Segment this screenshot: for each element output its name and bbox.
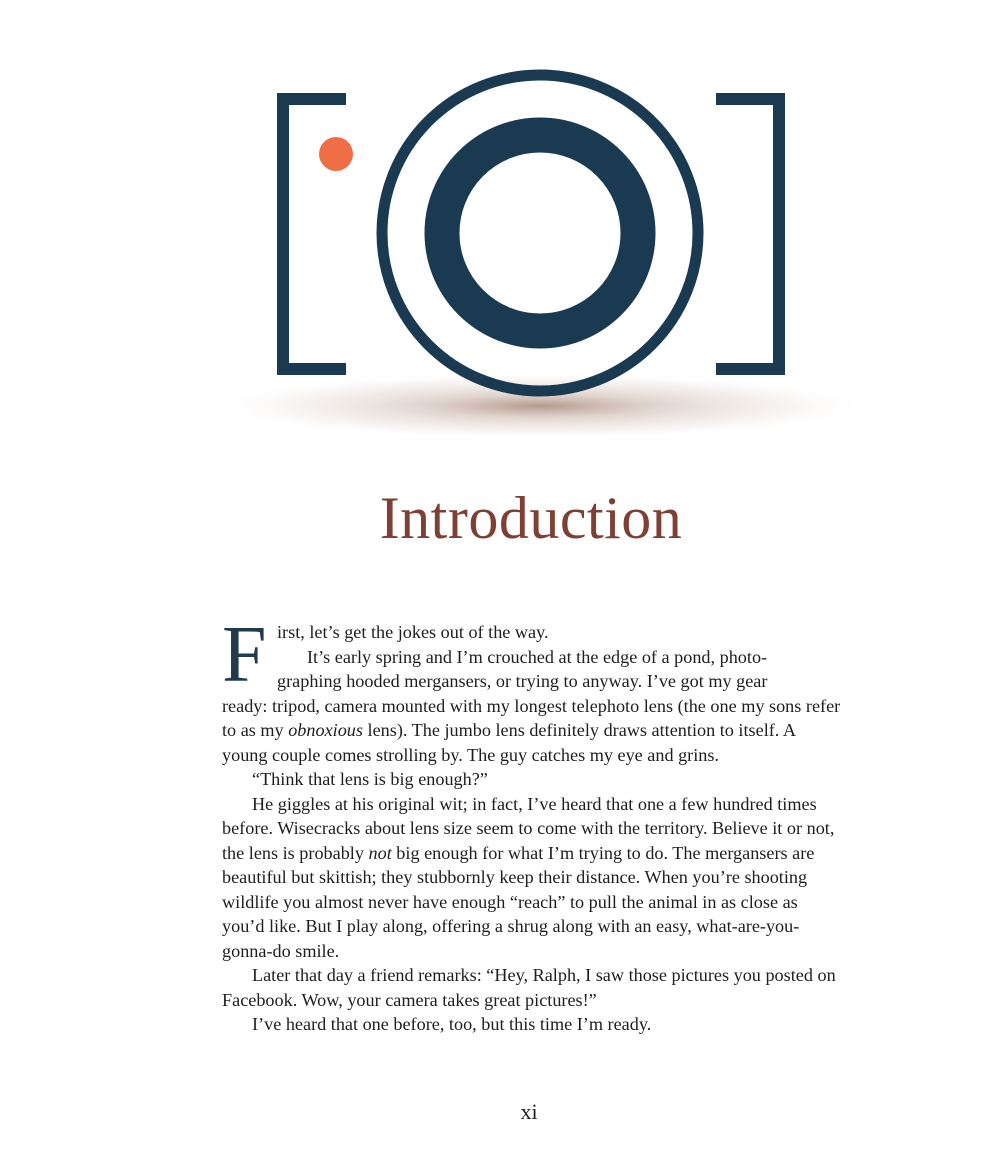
shadow-ellipse [210,372,870,440]
paragraph-3-text-b: big enough for what I’m trying to do. The mergansers are beautiful but skittish; they stubbornly keep their distance. When you’re shooting wildlife you almost never have enough “reach” to pull the animal in as close as you’d like. But I play along, offering a shrug along with an easy, what-are-you-gonna-do smile. [222,842,815,961]
dropcap-block [222,611,842,699]
paragraph-1-text-a: ready: tripod, camera mounted with my longest telephoto lens (the one my sons refer to as my [222,695,841,740]
paragraph-1-continued [222,694,842,768]
dropcap-line-1: irst, let’s get the jokes out of the way. [277,622,549,642]
paragraph-3-text-a: He giggles at his original wit; in fact, I’ve heard that one a few hundred times before. Wisecracks about lens size seem to come with the territory. Believe it or not, the lens is probably [222,793,835,863]
paragraph-2: “Think that lens is big enough?” [252,769,488,789]
paragraph-3 [222,792,842,964]
body-text [222,611,842,1037]
paragraph-1-text-b: lens). The jumbo lens definitely draws attention to itself. A young couple comes strolling by. The guy catches my eye and grins. [222,720,796,765]
right-bracket [716,99,779,369]
dropcap-line-2: It’s early spring and I’m crouched at the edge of a pond, photo- [307,646,768,667]
dropcap-letter: F [222,611,267,699]
inner-lens-ring [442,135,638,331]
paragraph-5: I’ve heard that one before, too, but this time I’m ready. [252,1014,652,1034]
page-number: xi [520,1099,538,1124]
camera-lens-icon [200,60,870,460]
accent-dot [319,137,353,171]
paragraph-1-emphasis: obnoxious [288,720,363,740]
page-title: Introduction [379,485,683,551]
paragraph-4: Later that day a friend remarks: “Hey, Ralph, I saw those pictures you posted on Facebook. Wow, your camera takes great pictures!” [222,965,836,1010]
dropcap-line-3: graphing hooded mergansers, or trying to anyway. I’ve got my gear [277,671,768,691]
camera-lens-graphic [200,60,870,460]
paragraph-3-emphasis: not [368,842,392,863]
